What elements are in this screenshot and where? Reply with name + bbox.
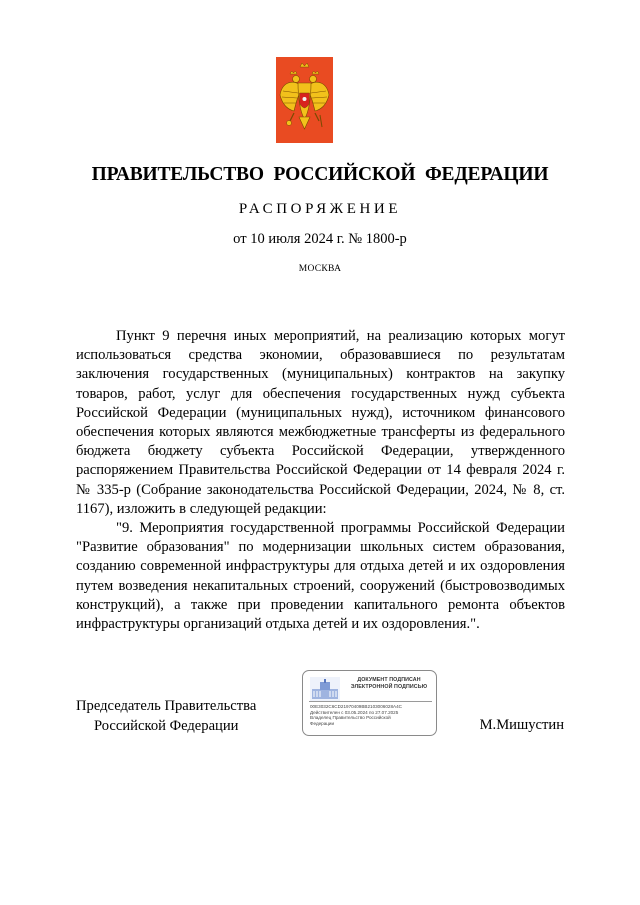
stamp-title-line-2: ЭЛЕКТРОННОЙ ПОДПИСЬЮ — [350, 683, 428, 690]
government-building-icon — [310, 677, 340, 701]
stamp-info — [310, 704, 434, 726]
signatory-position — [76, 697, 256, 736]
document-body — [76, 327, 565, 634]
stamp-owner-line-2: Федерации — [310, 720, 335, 726]
russian-coat-of-arms-icon — [276, 57, 333, 143]
signatory-position-line-1: Председатель Правительства — [76, 698, 257, 714]
signatory-name: М.Мишустин — [479, 717, 564, 733]
body-paragraph-2: "9. Мероприятия государственной программы Российской Федерации "Развитие образования" по модернизации школьных систем образования, созданию современной инфраструктуры для отдыха детей и их оздоровления путем возведения некапитальных строений, сооружений (быстровозводимых конструкций), а также при проведении капитального ремонта объектов инфраструктуры организаций отдыха детей и их оздоровления.". — [76, 520, 565, 633]
body-paragraph-1: Пункт 9 перечня иных мероприятий, на реализацию которых могут использоваться средства экономии, образовавшиеся по результатам заключения государственных (муниципальных) контрактов на закупку товаров, работ, услуг для обеспечения государственных нужд субъекта Российской Федерации (муниципальных нужд), источником финансового обеспечения которых являются межбюджетные трансферты из федерального бюджета бюджету субъекта Российской Федерации, утвержденного распоряжением Правительства Российской Федерации от 14 февраля 2024 г. № 335-р (Собрание законодательства Российской Федерации, 2024, № 8, ст. 1167), изложить в следующей редакции: — [76, 328, 565, 517]
signatory-position-line-2: Российской Федерации — [94, 717, 239, 734]
electronic-signature-stamp — [302, 670, 437, 736]
stamp-validity: Действителен с 03.05.2024 по 27.07.2025 — [310, 709, 399, 715]
coat-of-arms-emblem — [276, 57, 333, 143]
stamp-certificate: 00E3032C6CD21970409BB2103006028A4C — [310, 704, 402, 709]
document-city: МОСКВА — [298, 264, 342, 274]
stamp-divider — [309, 701, 432, 702]
stamp-owner-line-1: Владелец Правительство Российской — [310, 715, 391, 721]
stamp-title-line-1: ДОКУМЕНТ ПОДПИСАН — [357, 677, 421, 683]
document-type: РАСПОРЯЖЕНИЕ — [238, 201, 402, 217]
document-date-number: от 10 июля 2024 г. № 1800-р — [233, 231, 407, 247]
government-title: ПРАВИТЕЛЬСТВО РОССИЙСКОЙ ФЕДЕРАЦИИ — [91, 164, 549, 185]
stamp-title — [343, 677, 435, 690]
